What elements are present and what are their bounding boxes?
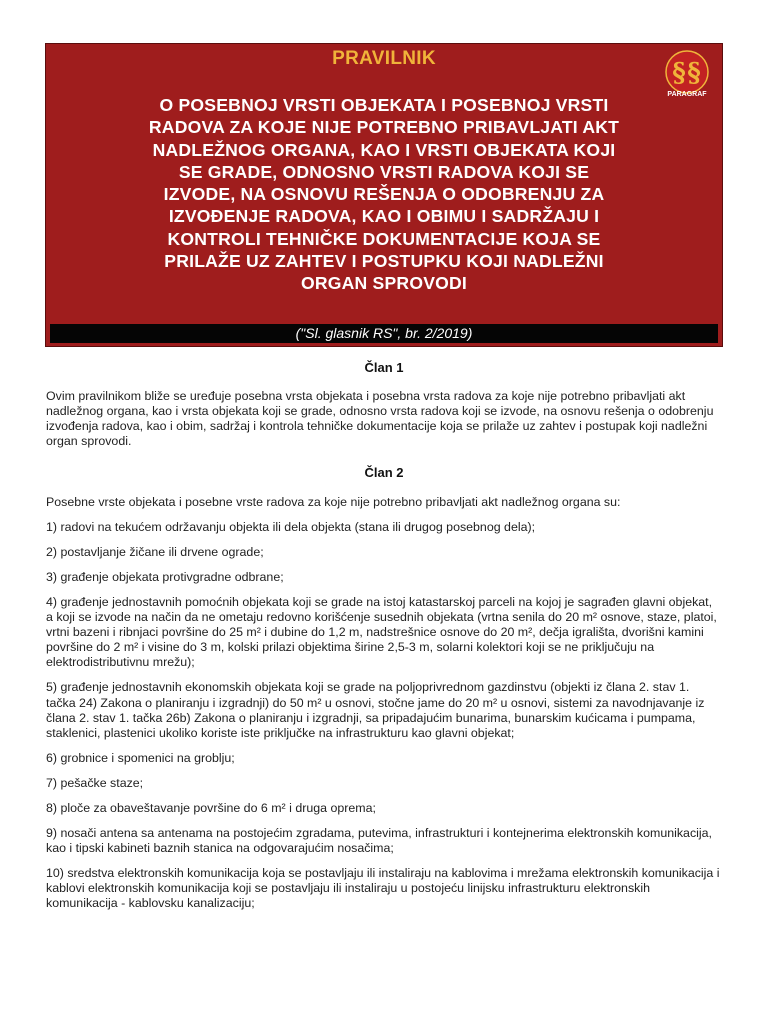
list-item: 10) sredstva elektronskih komunikacija koja se postavljaju ili instaliraju na kablovima i mrežama elektronskih komunikacija i kablovi elektronskih komunikacija koji se postavljaju ili instaliraju u postojeću linijsku infrastrukturu elektronskih komunikacija - kablovsku kanalizaciju;	[46, 866, 720, 911]
subtitle-line: SE GRADE, ODNOSNO VRSTI RADOVA KOJI SE	[178, 161, 590, 182]
subtitle-line: NADLEŽNOG ORGANA, KAO I VRSTI OBJEKATA KOJI	[152, 139, 616, 160]
svg-text:§: §	[687, 58, 701, 88]
logo-wordmark: PARAGRAF	[667, 91, 707, 98]
list-item: 2) postavljanje žičane ili drvene ograde;	[46, 544, 264, 559]
list-item: 6) grobnice i spomenici na groblju;	[46, 750, 235, 765]
article-heading: Član 2	[364, 465, 404, 481]
list-item: 7) pešačke staze;	[46, 775, 144, 790]
subtitle-line: O POSEBNOJ VRSTI OBJEKATA I POSEBNOJ VRSTI	[159, 95, 609, 115]
subtitle-line: PRILAŽE UZ ZAHTEV I POSTUPKU KOJI NADLEŽNI	[164, 251, 604, 272]
list-item: 4) građenje jednostavnih pomoćnih objekata koji se grade na istoj katastarskoj parceli na kojoj je sagrađen glavni objekat, a koji se izvode na način da ne ometaju redovno korišćenje susednih objekata (vrtna senila do 20 m² osnove, staze, platoi, vrtni bazeni i ribnjaci površine do 25 m² i dubine do 1,2 m, nadstrešnice osnove do 20 m², dečja igrališta, dvorišni kamini površine do 2 m² i visine do 3 m, kolski prilazi objektima širine 2,5-3 m, solarni kolektori koji se ne priključuju na elektrodistributivnu mrežu);	[46, 594, 717, 670]
subtitle-line: RADOVA ZA KOJE NIJE POTREBNO PRIBAVLJATI AKT	[148, 117, 620, 138]
gazette-reference: ("Sl. glasnik RS", br. 2/2019)	[50, 324, 718, 343]
section-sign-icon	[666, 51, 708, 93]
svg-text:§: §	[672, 58, 686, 88]
subtitle-line: IZVODE, NA OSNOVU REŠENJA O ODOBRENJU ZA	[163, 184, 605, 205]
paragraf-logo	[662, 48, 712, 100]
list-item: 1) radovi na tekućem održavanju objekta ili dela objekta (stana ili drugog posebnog dela);	[46, 519, 536, 534]
subtitle-line: ORGAN SPROVODI	[300, 273, 468, 294]
article-intro: Posebne vrste objekata i posebne vrste radova za koje nije potrebno pribavljati akt nadležnog organa su:	[46, 494, 621, 509]
document-body	[46, 360, 722, 922]
list-item: 3) građenje objekata protivgradne odbrane;	[46, 569, 284, 584]
list-item: 9) nosači antena sa antenama na postojećim zgradama, putevima, infrastrukturi i kontejnerima elektronskih komunikacija, kao i tipski kabineti baznih stanica na odgovarajućim nosačima;	[46, 826, 712, 856]
subtitle-line: KONTROLI TEHNIČKE DOKUMENTACIJE KOJA SE	[167, 228, 601, 249]
list-item: 5) građenje jednostavnih ekonomskih objekata koji se grade na poljoprivrednom gazdinstvu (objekti iz člana 2. stav 1. tačka 24) Zakona o planiranju i izgradnji) do 50 m² u osnovi, stočne jame do 20 m² u osnovi, sistemi za navodnjavanje iz člana 2. stav 1. tačka 26b) Zakona o planiranju i izgradnji, sa pripadajućim bunarima, bunarskim kućicama i pumpama, staklenici, plastenici ukoliko koriste iste priključke na infrastrukturu kao glavni objekat;	[46, 680, 705, 740]
subtitle-line: IZVOĐENJE RADOVA, KAO I OBIMU I SADRŽAJU I	[168, 206, 600, 227]
document-subtitle	[76, 94, 692, 295]
article-paragraph: Ovim pravilnikom bliže se uređuje posebna vrsta objekata i posebna vrsta radova za koje nije potrebno pribavljati akt nadležnog organa, kao i vrsta objekata koji se grade, odnosno vrsta radova koji se izvode, na osnovu rešenja o odobrenju izvođenja radova, kao i obim, sadržaj i kontrola tehničke dokumentacije koja se prilaže uz zahtev i postupak koji nadležni organ sprovodi.	[46, 389, 714, 449]
document-header-banner	[45, 43, 723, 347]
document-title: PRAVILNIK	[332, 48, 436, 69]
list-item: 8) ploče za obaveštavanje površine do 6 m² i druga oprema;	[46, 800, 376, 815]
article-heading: Član 1	[364, 360, 404, 375]
